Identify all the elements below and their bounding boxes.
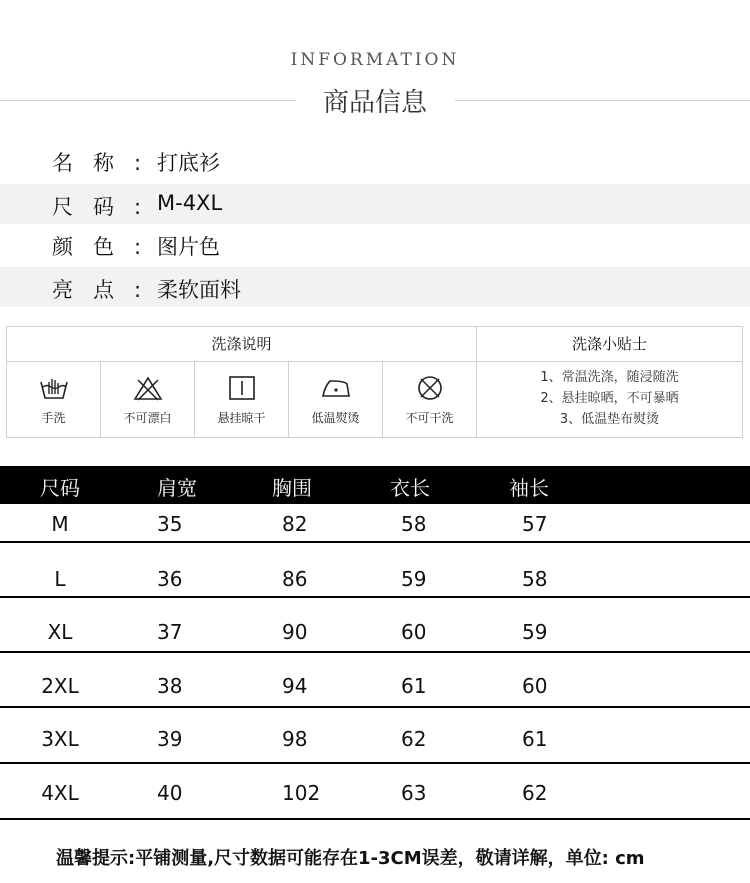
info-value: 打底衫: [157, 151, 220, 175]
sleeve-cell: 59: [522, 620, 548, 644]
sleeve-cell: 57: [522, 512, 548, 536]
info-label: 尺码:: [52, 195, 162, 219]
size-cell: 4XL: [41, 781, 79, 805]
shoulder-cell: 35: [157, 512, 183, 536]
care-item-label: 低温熨烫: [311, 411, 360, 425]
sleeve-cell: 58: [522, 567, 548, 591]
care-item-label: 手洗: [41, 411, 66, 425]
length-cell: 58: [401, 512, 427, 536]
info-row-size: [0, 184, 750, 224]
row-divider: [0, 762, 750, 764]
chest-cell: 86: [282, 567, 308, 591]
no-dry-clean-icon: [414, 374, 446, 402]
care-item-label: 不可漂白: [123, 411, 172, 425]
size-table-header: [0, 466, 750, 504]
section-subtitle-en: INFORMATION: [290, 50, 460, 70]
sleeve-cell: 60: [522, 674, 548, 698]
care-tip: 3、低温垫布熨烫: [559, 412, 660, 427]
low-iron-icon: [320, 374, 352, 402]
care-item-low-iron: [289, 362, 383, 437]
length-cell: 60: [401, 620, 427, 644]
shoulder-cell: 36: [157, 567, 183, 591]
sleeve-cell: 61: [522, 727, 548, 751]
length-cell: 62: [401, 727, 427, 751]
care-item-hang-dry: [195, 362, 289, 437]
info-label: 颜色:: [52, 235, 162, 259]
size-cell: 3XL: [41, 727, 79, 751]
chest-cell: 98: [282, 727, 308, 751]
care-item-hand-wash: [7, 362, 101, 437]
section-title: 商品信息: [322, 88, 427, 118]
size-cell: M: [51, 512, 69, 536]
care-tip: 1、常温洗涤，随浸随洗: [540, 370, 679, 385]
info-label: 名称:: [52, 151, 162, 175]
info-value: M-4XL: [157, 191, 223, 215]
row-divider: [0, 818, 750, 820]
measurement-note: 温馨提示:平铺测量,尺寸数据可能存在1-3CM误差，敬请详解，单位: cm: [56, 848, 645, 869]
row-divider: [0, 706, 750, 708]
table-row: [0, 719, 750, 773]
size-header-sleeve: 袖长: [509, 476, 549, 500]
info-value: 图片色: [157, 235, 220, 259]
row-divider: [0, 651, 750, 653]
hand-wash-icon: [38, 374, 70, 402]
care-item-label: 不可干洗: [405, 411, 454, 425]
size-cell: XL: [47, 620, 73, 644]
info-label: 亮点:: [52, 278, 162, 302]
care-instructions-panel: [6, 326, 743, 438]
info-row-highlight: [0, 267, 750, 307]
shoulder-cell: 38: [157, 674, 183, 698]
size-cell: L: [54, 567, 66, 591]
care-item-no-dry-clean: [383, 362, 477, 437]
sleeve-cell: 62: [522, 781, 548, 805]
chest-cell: 94: [282, 674, 308, 698]
care-tips-list: [477, 362, 742, 437]
care-tip: 2、悬挂晾晒，不可暴晒: [540, 391, 679, 406]
care-tips-title: 洗涤小贴士: [477, 327, 742, 362]
shoulder-cell: 37: [157, 620, 183, 644]
care-instructions-title: 洗涤说明: [7, 327, 477, 362]
table-row: [0, 559, 750, 613]
length-cell: 63: [401, 781, 427, 805]
size-cell: 2XL: [41, 674, 79, 698]
chest-cell: 102: [282, 781, 321, 805]
care-item-label: 悬挂晾干: [217, 411, 266, 425]
size-header-shoulder: 肩宽: [157, 476, 197, 500]
size-header-chest: 胸围: [272, 476, 312, 500]
no-bleach-icon: [132, 374, 164, 402]
info-value: 柔软面料: [157, 278, 241, 302]
table-row: [0, 666, 750, 720]
size-header-size: 尺码: [40, 476, 80, 500]
table-row: [0, 504, 750, 558]
table-row: [0, 612, 750, 666]
size-header-length: 衣长: [390, 476, 430, 500]
hang-dry-icon: [226, 374, 258, 402]
shoulder-cell: 40: [157, 781, 183, 805]
chest-cell: 90: [282, 620, 308, 644]
row-divider: [0, 596, 750, 598]
info-row-color: [0, 224, 750, 264]
row-divider: [0, 541, 750, 543]
shoulder-cell: 39: [157, 727, 183, 751]
info-row-name: [0, 140, 750, 180]
length-cell: 59: [401, 567, 427, 591]
chest-cell: 82: [282, 512, 308, 536]
length-cell: 61: [401, 674, 427, 698]
care-item-no-bleach: [101, 362, 195, 437]
